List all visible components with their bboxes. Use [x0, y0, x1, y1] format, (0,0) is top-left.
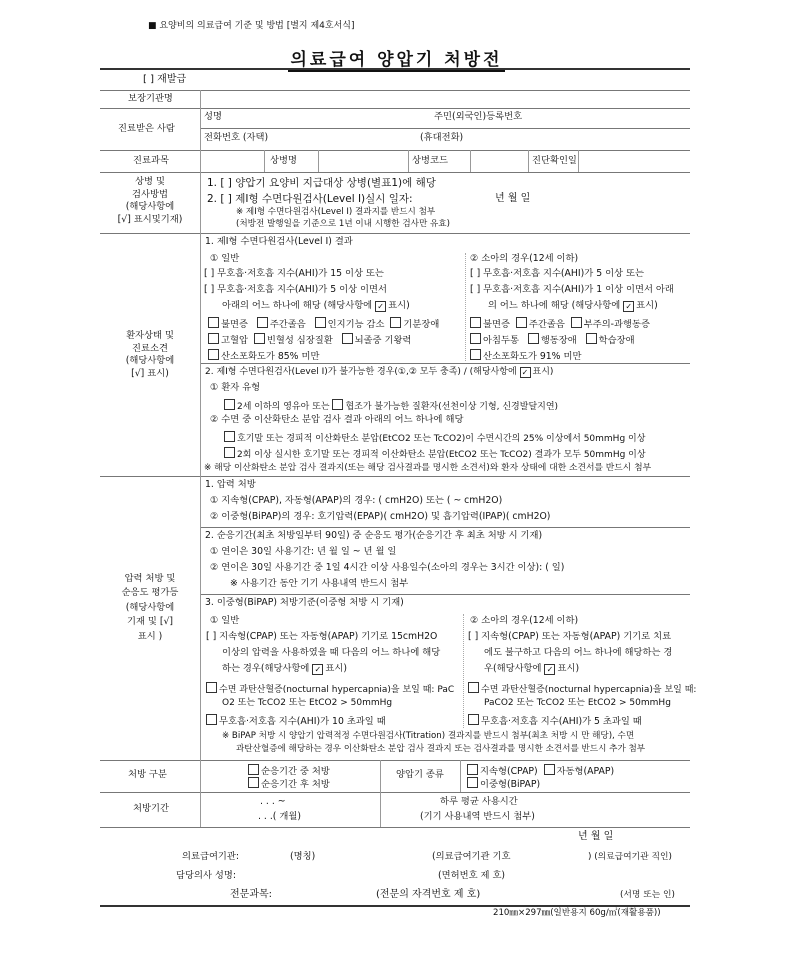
usage-note: (기기 사용내역 반드시 첨부) — [420, 811, 535, 822]
sec2-c-check-row2[interactable]: 아침두통 행동장애 학습장애 — [470, 333, 635, 347]
sec3-b3: ※ 사용기간 동안 기기 사용내역 반드시 첨부 — [230, 578, 409, 589]
sec3-g6[interactable]: 무호흡·저호흡 지수(AHI)가 10 초과일 때 — [206, 714, 386, 728]
issue-date[interactable]: 년 월 일 — [578, 831, 614, 842]
sec2-g1[interactable]: [ ] 무호흡·저호흡 지수(AHI)가 15 이상 또는 — [204, 268, 384, 279]
sec3-note1: ※ BiPAP 처방 시 양압기 압력적정 수면다원검사(Titration) 결과지를 반드시 첨부(최초 처방 시 만 해당), 수면 — [222, 731, 635, 741]
form-reference: ■ 요양비의 의료급여 기준 및 방법 [별지 제4호서식] — [148, 21, 355, 31]
sec2-g-spo2[interactable]: 산소포화도가 85% 미만 — [208, 349, 319, 363]
sec1-date: 년 월 일 — [495, 193, 531, 204]
sec2-h1: 1. 제Ⅰ형 수면다원검사(Level Ⅰ) 결과 — [205, 236, 353, 247]
specialty-label: 전문과목: — [230, 889, 273, 900]
name-label: 성명 — [204, 111, 222, 122]
check-icon — [544, 664, 555, 675]
sec3-c2: 에도 불구하고 다음의 어느 하나에 해당하는 경 — [484, 647, 673, 658]
specialist-cert: (전문의 자격번호 제 호) — [376, 889, 481, 900]
signature: (서명 또는 인) — [620, 890, 675, 900]
check-icon — [375, 301, 386, 312]
sec3-h3: 3. 이중형(BiPAP) 처방기준(이중형 처방 시 기재) — [205, 597, 404, 608]
code-label: 상병코드 — [412, 155, 448, 166]
sec2-g3: 아래의 어느 하나에 해당 (해당사항에 ✓ 표시) — [222, 301, 410, 312]
sec3-c3: 우(해당사항에 ✓ 표시) — [484, 664, 579, 675]
sec1-note1: ※ 제Ⅰ형 수면다원검사(Level Ⅰ) 결과지를 반드시 첨부 — [236, 207, 436, 217]
sec2-g-check-row2[interactable]: 고혈압 빈혈성 심장질환 뇌졸중 기왕력 — [208, 333, 411, 347]
sec3-c4[interactable]: 수면 과탄산혈증(nocturnal hypercapnia)을 보일 때: — [468, 682, 696, 695]
sec3-g3: 하는 경우(해당사항에 ✓ 표시) — [222, 664, 347, 675]
sec3-note2: 과탄산혈증에 해당하는 경우 이산화탄소 분압 검사 결과지 또는 검사결과를 명시한 소견서를 반드시 추가 첨부 — [236, 744, 646, 754]
page-title: 의료급여 양압기 처방전 — [290, 50, 503, 70]
inst-code: (의료급여기관 기호 — [432, 851, 511, 862]
sec3-h1: 1. 압력 처방 — [205, 479, 256, 490]
usage-label: 하루 평균 사용시간 — [440, 796, 518, 807]
rrn-label: 주민(외국인)등록번호 — [434, 111, 523, 122]
sec2-child: ② 소아의 경우(12세 이하) — [470, 253, 579, 264]
sec2-p2: ② 수면 중 이산화탄소 분압 검사 결과 아래의 어느 하나에 해당 — [210, 414, 464, 425]
check-icon — [623, 301, 634, 312]
patient-label: 진료받은 사람 — [118, 123, 175, 134]
device-type-options[interactable]: 지속형(CPAP) 자동형(APAP) — [467, 764, 614, 778]
sec1-item2[interactable]: 2. [ ] 제Ⅰ형 수면다원검사(Level Ⅰ)실시 일자: — [207, 193, 413, 205]
dept-label: 진료과목 — [133, 155, 169, 166]
sec3-g1[interactable]: [ ] 지속형(CPAP) 또는 자동형(APAP) 기기로 15cmH2O — [206, 631, 438, 642]
sec2-g-check-row1[interactable]: 불면증 주간졸음 인지기능 감소 기분장애 — [208, 317, 439, 331]
inst-name: (명칭) — [290, 851, 316, 862]
sec2-c1[interactable]: [ ] 무호흡·저호흡 지수(AHI)가 5 이상 또는 — [470, 268, 644, 279]
disease-label: 상병명 — [270, 155, 297, 166]
sec3-g5: O2 또는 TcCO2 또는 EtCO2 > 50mmHg — [222, 698, 393, 708]
rx-label: 처방 구분 — [128, 769, 167, 780]
sec3-g2: 이상의 압력을 사용하였을 때 다음의 어느 하나에 해당 — [222, 647, 441, 658]
sec3-c5: PaCO2 또는 TcCO2 또는 EtCO2 > 50mmHg — [484, 698, 671, 708]
sec1-note2: (처방전 발행일을 기준으로 1년 이내 시행한 검사만 유효) — [236, 219, 450, 229]
sec3-a2[interactable]: ② 이중형(BiPAP)의 경우: 호기압력(EPAP)( cmH2O) 및 흡기압력(IPAP)( cmH2O) — [210, 511, 551, 522]
sec1-label: 상병 및 검사방법 (해당사항에 [√] 표시및기재) — [117, 176, 183, 225]
sec3-b2[interactable]: ② 연이은 30일 사용기간 중 1일 4시간 이상 사용일수(소아의 경우는 3시간 이상): ( 일) — [210, 562, 565, 573]
sec2-label: 환자상태 및 진료소견 (해당사항에 [√] 표시) — [125, 330, 175, 379]
sec2-general: ① 일반 — [210, 253, 240, 264]
sec2-p2b[interactable]: 2회 이상 실시한 호기말 또는 경피적 이산화탄소 분압(EtCO2 또는 TcCO2) 결과가 모두 50mmHg 이상 — [224, 447, 646, 460]
reissue-checkbox[interactable]: [ ] 재발급 — [143, 74, 187, 85]
mobile-label: (휴대전화) — [420, 132, 464, 143]
inst-seal: ) (의료급여기관 직인) — [588, 852, 672, 862]
period-end[interactable]: . . .( 개월) — [258, 811, 301, 822]
license-number: (면허번호 제 호) — [438, 870, 506, 881]
sec2-c-check-row1[interactable]: 불면증 주간졸음 부주의-과행동증 — [470, 317, 650, 331]
sec3-c1[interactable]: [ ] 지속형(CPAP) 또는 자동형(APAP) 기기로 치료 — [468, 631, 672, 642]
sec3-g4[interactable]: 수면 과탄산혈증(nocturnal hypercapnia)을 보일 때: PaC — [206, 682, 454, 695]
sec2-p2a[interactable]: 호기말 또는 경피적 이산화탄소 분압(EtCO2 또는 TcCO2)이 수면시간의 25% 이상에서 50mmHg 이상 — [224, 431, 645, 444]
period-label: 처방기간 — [133, 803, 169, 814]
sec3-h2: 2. 순응기간(최초 처방일부터 90일) 중 순응도 평가(순응기간 후 최초 처방 시 기재) — [205, 530, 543, 541]
rx-option-during[interactable]: 순응기간 중 처방 — [248, 764, 330, 778]
inst-label: 의료급여기관: — [182, 851, 240, 862]
rx-option-after[interactable]: 순응기간 후 처방 — [248, 777, 330, 791]
check-icon — [312, 664, 323, 675]
diag-date-label: 진단확인일 — [532, 155, 577, 166]
device-type-bipap[interactable]: 이중형(BiPAP) — [467, 777, 540, 791]
phone-label: 전화번호 (자택) — [204, 132, 269, 143]
sec2-p1-options[interactable]: 2세 이하의 영유아 또는 협조가 불가능한 질환자(선천이상 기형, 신경발달지연) — [224, 399, 558, 412]
device-type-label: 양압기 종류 — [396, 769, 444, 780]
sec3-c6[interactable]: 무호흡·저호흡 지수(AHI)가 5 초과일 때 — [468, 714, 642, 728]
sec3-child: ② 소아의 경우(12세 이하) — [470, 615, 579, 626]
sec2-h2: 2. 제Ⅰ형 수면다원검사(Level Ⅰ)가 불가능한 경우(①,② 모두 충족) / (해당사항에 ✓ 표시) — [205, 367, 553, 378]
sec1-item1[interactable]: 1. [ ] 양압기 요양비 지급대상 상병(별표1)에 해당 — [207, 177, 436, 189]
sec2-note: ※ 해당 이산화탄소 분압 검사 결과지(또는 해당 검사결과를 명시한 소견서)와 환자 상태에 대한 소견서를 반드시 첨부 — [204, 463, 652, 473]
paper-spec: 210㎜×297㎜(일반용지 60g/㎡(재활용품)) — [493, 908, 661, 918]
sec3-general: ① 일반 — [210, 615, 240, 626]
sec2-g2[interactable]: [ ] 무호흡·저호흡 지수(AHI)가 5 이상 이면서 — [204, 284, 387, 295]
sec2-c3: 의 어느 하나에 해당 (해당사항에 ✓ 표시) — [488, 301, 658, 312]
doctor-label: 담당의사 성명: — [176, 870, 236, 881]
sec2-c2[interactable]: [ ] 무호흡·저호흡 지수(AHI)가 1 이상 이면서 아래 — [470, 284, 674, 295]
sec3-label: 압력 처방 및 순응도 평가등 (해당사항에 기재 및 [√] 표시 ) — [121, 573, 179, 642]
sec3-b1[interactable]: ① 연이은 30일 사용기간: 년 월 일 ~ 년 월 일 — [210, 546, 397, 557]
institution-label: 보장기관명 — [128, 93, 173, 104]
sec3-a1[interactable]: ① 지속형(CPAP), 자동형(APAP)의 경우: ( cmH2O) 또는 ( ~ cmH2O) — [210, 495, 503, 506]
sec2-p1: ① 환자 유형 — [210, 382, 261, 393]
period-start[interactable]: . . . ~ — [260, 796, 286, 807]
check-icon — [520, 367, 531, 378]
sec2-c-spo2[interactable]: 산소포화도가 91% 미만 — [470, 349, 581, 363]
